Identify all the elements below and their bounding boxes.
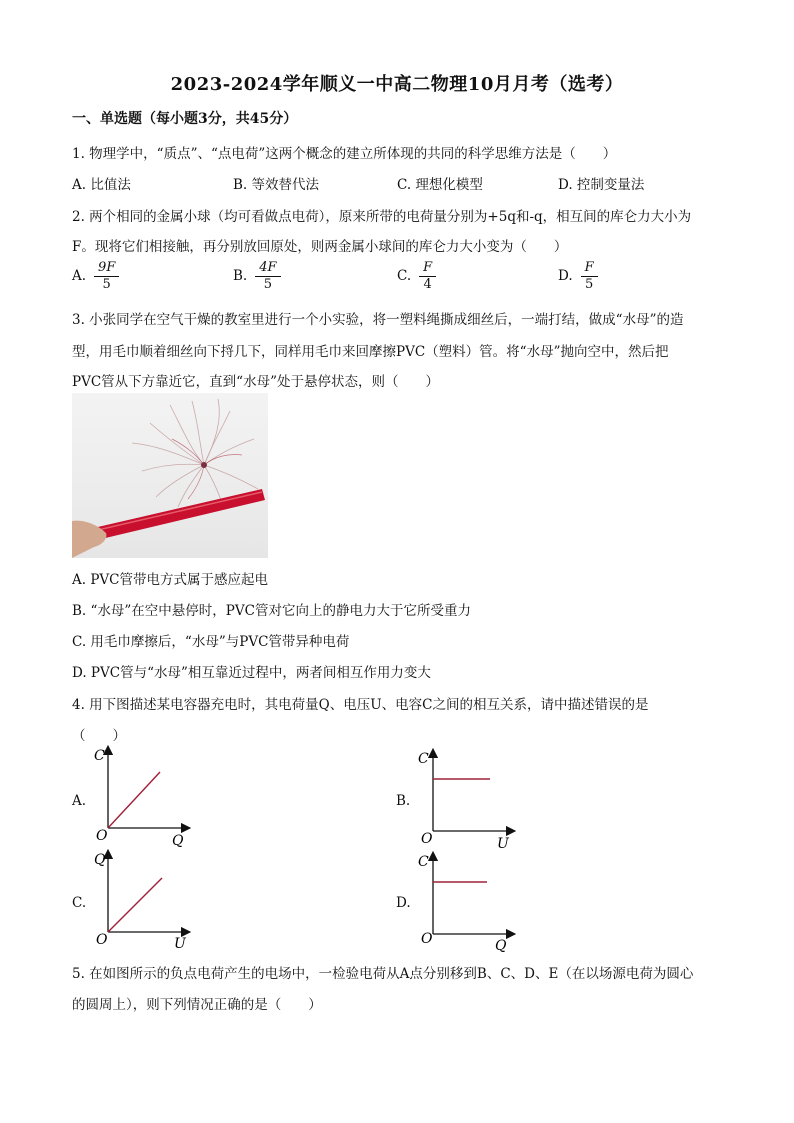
q2-option-c-numerator: F [419, 260, 436, 277]
jellyfish-illustration [72, 393, 268, 558]
exam-title: 2023-2024学年顺义一中高二物理10月月考（选考） [170, 74, 624, 95]
q1-option-a[interactable]: A. 比值法 [72, 177, 131, 193]
q2-option-d-denominator: 5 [585, 277, 594, 292]
q2-option-c-label: C. [397, 268, 412, 284]
q2-option-a-label: A. [72, 268, 87, 284]
y-axis-label: C [418, 854, 429, 870]
q2-option-c[interactable] [397, 260, 436, 293]
q2-option-b-denominator: 5 [263, 277, 272, 292]
q2-option-d-label: D. [558, 268, 573, 284]
q2-option-b-label: B. [233, 268, 248, 284]
q4-stem-line2: （ ） [72, 728, 126, 744]
q2-stem-line2: F。现将它们相接触，再分别放回原处，则两金属小球间的库仑力大小变为（ ） [72, 239, 568, 255]
q2-option-a[interactable] [72, 260, 119, 293]
q3-option-b[interactable]: B. “水母”在空中悬停时，PVC管对它向上的静电力大于它所受重力 [72, 603, 471, 619]
q4-option-a-label[interactable]: A. [72, 793, 87, 809]
q2-option-c-fraction [419, 260, 436, 293]
q2-option-a-numerator: 9F [94, 260, 119, 277]
q5-stem-line1: 5. 在如图所示的负点电荷产生的电场中，一检验电荷从A点分别移到B、C、D、E（在以场源电荷为圆心 [72, 966, 694, 982]
q3-option-a[interactable]: A. PVC管带电方式属于感应起电 [72, 572, 268, 588]
q5-stem-line2: 的圆周上），则下列情况正确的是（ ） [72, 997, 322, 1013]
q3-stem-line2: 型，用毛巾顺着细丝向下捋几下，同样用毛巾来回摩擦PVC（塑料）管。将“水母”抛向空中，然后把 [72, 344, 669, 360]
y-axis-label: Q [94, 852, 106, 868]
q1-option-d[interactable]: D. 控制变量法 [558, 177, 645, 193]
y-axis-label: C [94, 748, 105, 764]
q3-option-c[interactable]: C. 用毛巾摩擦后，“水母”与PVC管带异种电荷 [72, 634, 350, 650]
jellyfish-knot [201, 462, 207, 468]
q3-option-d[interactable]: D. PVC管与“水母”相互靠近过程中，两者间相互作用力变大 [72, 665, 431, 681]
q2-option-a-fraction [94, 260, 119, 293]
jellyfish-experiment-photo [72, 393, 268, 558]
q4-option-b-label[interactable]: B. [396, 793, 411, 809]
section-heading: 一、单选题（每小题3分，共45分） [72, 111, 298, 127]
x-axis-label: U [497, 836, 509, 852]
graph-line [108, 878, 162, 932]
q4-graph-a[interactable] [88, 742, 198, 850]
q2-option-c-denominator: 4 [423, 277, 432, 292]
x-axis-label: U [174, 936, 186, 952]
plastic-strands [132, 399, 258, 507]
q3-stem-line3: PVC管从下方靠近它，直到“水母”处于悬停状态，则（ ） [72, 374, 439, 390]
q2-option-b[interactable] [233, 260, 281, 293]
q1-option-c[interactable]: C. 理想化模型 [397, 177, 483, 193]
q4-option-c-label[interactable]: C. [72, 895, 87, 911]
q1-stem: 1. 物理学中，“质点”、“点电荷”这两个概念的建立所体现的共同的科学思维方法是（ ） [72, 146, 617, 162]
graph-line [108, 772, 160, 828]
hand [72, 521, 106, 558]
q3-stem-line1: 3. 小张同学在空气干燥的教室里进行一个小实验，将一塑料绳撕成细丝后，一端打结，做成“水母”的造 [72, 312, 684, 328]
q4-graph-c[interactable] [88, 846, 198, 954]
q4-stem-line1: 4. 用下图描述某电容器充电时，其电荷量Q、电压U、电容C之间的相互关系，请中描述错误的是 [72, 697, 649, 713]
origin-label: O [96, 932, 108, 948]
origin-label: O [421, 931, 433, 947]
q4-option-d-label[interactable]: D. [396, 895, 411, 911]
q4-graph-d[interactable] [413, 848, 523, 956]
q4-graph-b[interactable] [413, 745, 523, 853]
y-axis-label: C [418, 751, 429, 767]
q1-option-b[interactable]: B. 等效替代法 [233, 177, 320, 193]
q2-option-d-numerator: F [581, 260, 598, 277]
q2-option-b-fraction [255, 260, 280, 293]
q2-option-d[interactable] [558, 260, 598, 293]
q2-option-a-denominator: 5 [102, 277, 111, 292]
origin-label: O [96, 828, 108, 844]
x-axis-label: Q [172, 833, 184, 849]
q2-option-d-fraction [581, 260, 598, 293]
x-axis-label: Q [495, 938, 507, 954]
q2-stem-line1: 2. 两个相同的金属小球（均可看做点电荷），原来所带的电荷量分别为+5q和-q，相互间的库仑力大小为 [72, 209, 692, 225]
origin-label: O [421, 831, 433, 847]
q2-option-b-numerator: 4F [255, 260, 280, 277]
